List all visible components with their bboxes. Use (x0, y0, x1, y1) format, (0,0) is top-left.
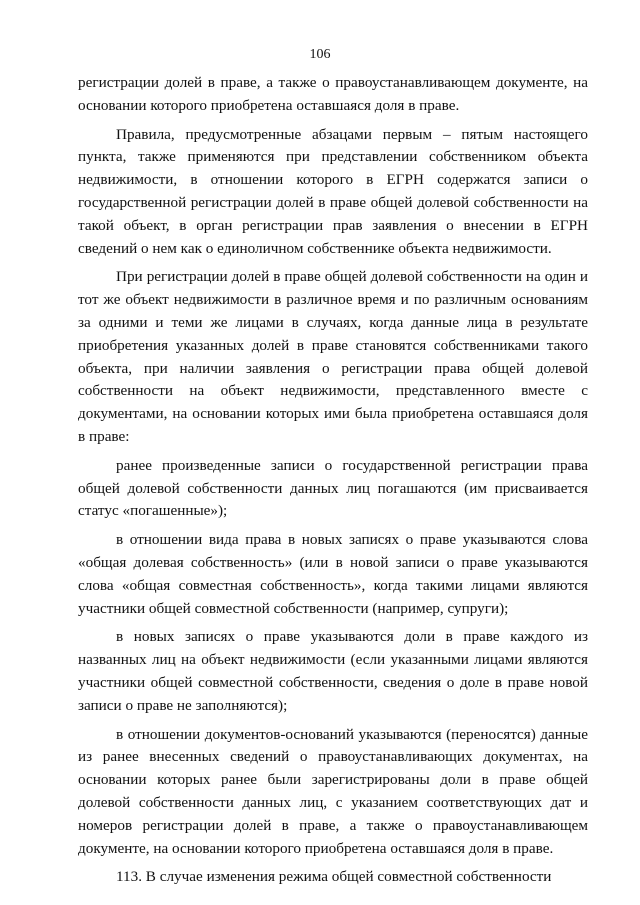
paragraph-7: в отношении документов-оснований указываются (переносятся) данные из ранее внесенных сведений о правоустанавливающих документах, на основании которых ранее были зарегистрированы доли в праве общей долевой собственности данных лиц, с указанием соответствующих дат и номеров регистрации долей в праве, а также о правоустанавливающем документе, на основании которого приобретена оставшаяся доля в праве. (78, 725, 588, 857)
paragraph-5: в отношении вида права в новых записях о праве указываются слова «общая долевая собственность» (или в новой записи о праве указываются слова «общая совместная собственность», когда такими лицами являются участники общей совместной собственности (например, супруги); (78, 531, 588, 617)
paragraph-1: регистрации долей в праве, а также о правоустанавливающем документе, на основании которого приобретена оставшаяся доля в праве. (78, 74, 588, 114)
paragraph-2: Правила, предусмотренные абзацами первым – пятым настоящего пункта, также применяются при представлении собственником объекта недвижимости, в отношении которого в ЕГРН содержатся записи о государственной регистрации долей в праве общей долевой собственности на такой объект, в орган регистрации прав заявления о внесении в ЕГРН сведений о нем как о единоличном собственнике объекта недвижимости. (78, 125, 588, 257)
page-number: 106 (309, 47, 331, 62)
paragraph-6: в новых записях о праве указываются доли в праве каждого из названных лиц на объект недвижимости (если указанными лицами являются участники общей совместной собственности, сведения о доле в праве новой записи о праве не заполняются); (78, 628, 588, 714)
paragraph-3: При регистрации долей в праве общей долевой собственности на один и тот же объект недвижимости в различное время и по различным основаниям за одними и теми же лицами в случаях, когда данные лица в результате приобретения указанных долей в праве становятся собственниками такого объекта, при наличии заявления о регистрации права общей долевой собственности на объект недвижимости, представленного вместе с документами, на основании которых ими была приобретена оставшаяся доля в праве: (78, 268, 588, 445)
document-body (78, 72, 588, 889)
paragraph-4: ранее произведенные записи о государственной регистрации права общей долевой собственности данных лиц погашаются (им присваивается статус «погашенные»); (78, 456, 588, 520)
paragraph-8: 113. В случае изменения режима общей совместной собственности (116, 868, 552, 886)
